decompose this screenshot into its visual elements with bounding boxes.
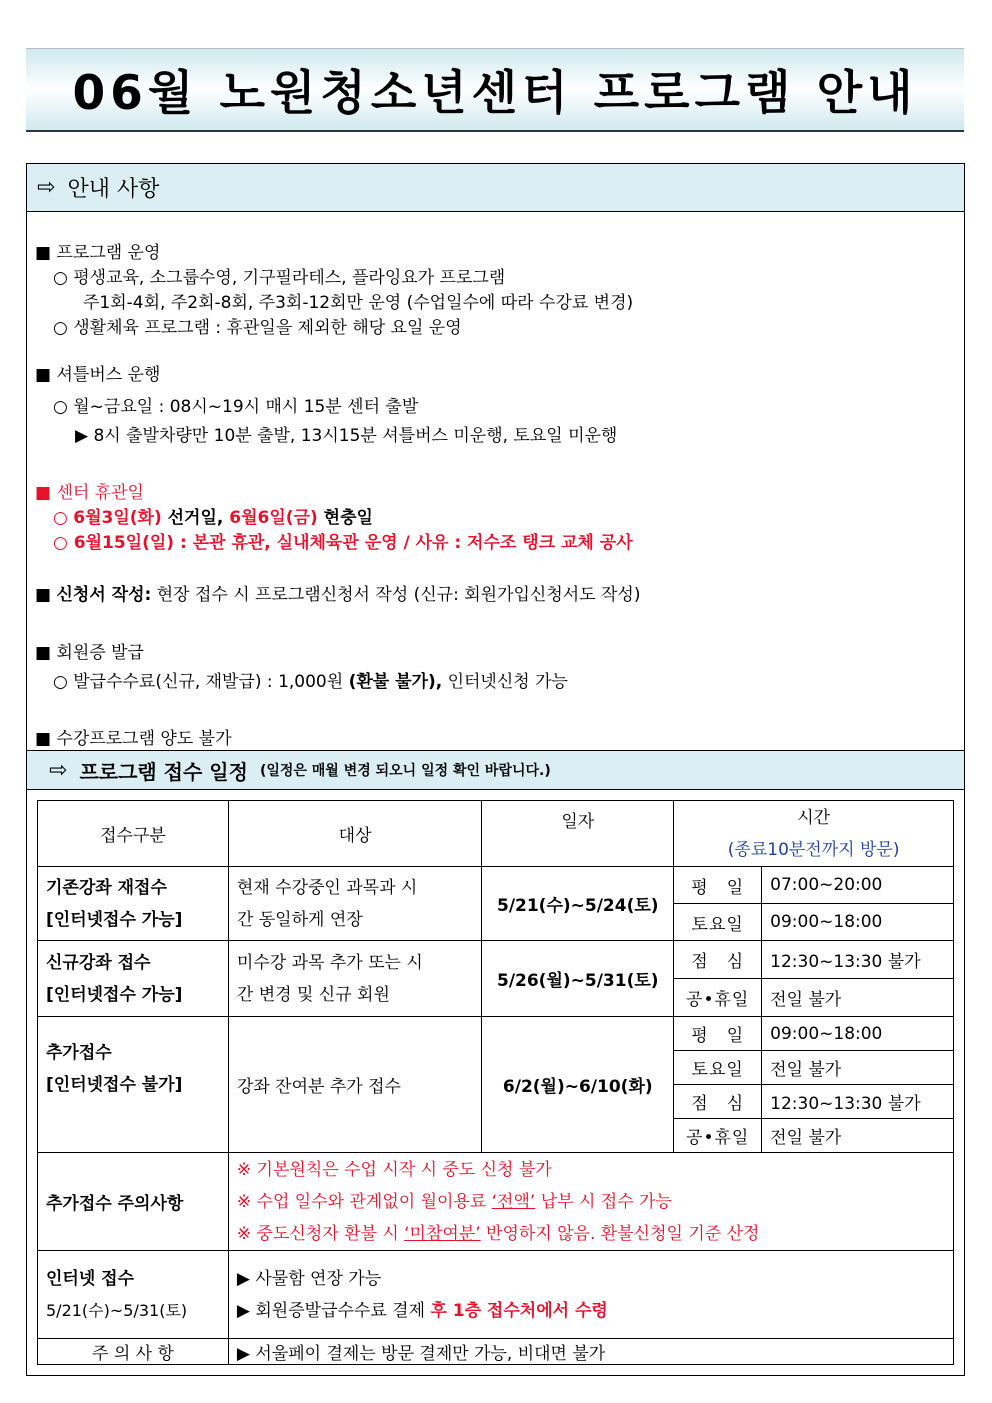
schedule-section-header bbox=[27, 750, 964, 790]
time-key: 공•휴일 bbox=[674, 1119, 762, 1153]
program-item: ○ 평생교육, 소그룹수영, 기구필라테스, 플라잉요가 프로그램 bbox=[53, 268, 506, 288]
table-row bbox=[38, 1017, 954, 1051]
time-value: 07:00~20:00 bbox=[762, 867, 954, 904]
row-category: 신규강좌 접수 [인터넷접수 가능] bbox=[38, 941, 229, 1017]
shuttle-item: ▶ 8시 출발차량만 10분 출발, 13시15분 셔틀버스 미운행, 토요일 미운행 bbox=[75, 426, 618, 446]
program-item: 주1회-4회, 주2회-8회, 주3회-12회만 운영 (수업일수에 따라 수강료 변경) bbox=[83, 293, 634, 313]
membership-item: ○ 발급수수료(신규, 재발급) : 1,000원 (환불 불가), 인터넷신청 가능 bbox=[53, 672, 568, 692]
closed-item: ○ 6월15일(일) : 본관 휴관, 실내체육관 운영 / 사유 : 저수조 탱크 교체 공사 bbox=[53, 533, 633, 553]
time-value: 12:30~13:30 불가 bbox=[762, 1085, 954, 1119]
time-key: 평 일 bbox=[674, 867, 762, 904]
time-key: 공•휴일 bbox=[674, 979, 762, 1017]
row-category: 기존강좌 재접수 [인터넷접수 가능] bbox=[38, 867, 229, 941]
row-date: 5/26(월)~5/31(토) bbox=[482, 941, 674, 1017]
note-text: ▶ 서울페이 결제는 방문 결제만 가능, 비대면 불가 bbox=[228, 1339, 953, 1365]
row-target: 강좌 잔여분 추가 접수 bbox=[228, 1017, 481, 1153]
internet-label: 인터넷 접수 5/21(수)~5/31(토) bbox=[38, 1251, 229, 1339]
right-arrow-icon: ⇨ bbox=[49, 757, 68, 783]
right-arrow-icon: ⇨ bbox=[37, 175, 56, 200]
program-heading: ■ 프로그램 운영 bbox=[35, 243, 161, 263]
time-key: 점 심 bbox=[674, 941, 762, 979]
time-value: 12:30~13:30 불가 bbox=[762, 941, 954, 979]
caution-text: ※ 기본원칙은 수업 시작 시 중도 신청 불가 ※ 수업 일수와 관계없이 월이용료 ‘전액’ 납부 시 접수 가능 ※ 중도신청자 환불 시 ‘미참여분’ 반영하지 않음. 환불신청일 기준 산정 bbox=[228, 1153, 953, 1251]
header-category: 접수구분 bbox=[38, 801, 229, 867]
schedule-table bbox=[37, 800, 954, 1365]
caution-label: 추가접수 주의사항 bbox=[38, 1153, 229, 1251]
time-key: 토요일 bbox=[674, 904, 762, 941]
header-time: 시간 (종료10분전까지 방문) bbox=[674, 801, 954, 867]
application-line: ■ 신청서 작성: 현장 접수 시 프로그램신청서 작성 (신규: 회원가입신청서도 작성) bbox=[35, 585, 641, 605]
time-key: 점 심 bbox=[674, 1085, 762, 1119]
square-bullet-icon: ■ bbox=[35, 729, 52, 749]
time-value: 전일 불가 bbox=[762, 1051, 954, 1085]
shuttle-heading: ■ 셔틀버스 운행 bbox=[35, 365, 161, 385]
schedule-subheading: (일정은 매월 변경 되오니 일정 확인 바랍니다.) bbox=[259, 763, 551, 779]
schedule-heading: 프로그램 접수 일정 bbox=[79, 759, 248, 784]
time-value: 09:00~18:00 bbox=[762, 1017, 954, 1051]
shuttle-item: ○ 월~금요일 : 08시~19시 매시 15분 센터 출발 bbox=[53, 397, 419, 417]
table-row bbox=[38, 941, 954, 979]
time-value: 09:00~18:00 bbox=[762, 904, 954, 941]
caution-row bbox=[38, 1153, 954, 1251]
square-bullet-icon: ■ bbox=[35, 643, 52, 663]
row-target: 현재 수강중인 과목과 시 간 동일하게 연장 bbox=[228, 867, 481, 941]
page-title: 06월 노원청소년센터 프로그램 안내 bbox=[72, 66, 918, 121]
header-target: 대상 bbox=[228, 801, 481, 867]
internet-text: ▶ 사물함 연장 가능 ▶ 회원증발급수수료 결제 후 1층 접수처에서 수령 bbox=[228, 1251, 953, 1339]
square-bullet-icon: ■ bbox=[35, 365, 52, 385]
note-label: 주 의 사 항 bbox=[38, 1339, 229, 1365]
time-key: 평 일 bbox=[674, 1017, 762, 1051]
square-bullet-icon: ■ bbox=[35, 243, 52, 263]
membership-heading: ■ 회원증 발급 bbox=[35, 643, 144, 663]
square-bullet-icon: ■ bbox=[35, 483, 52, 503]
table-header-row bbox=[38, 801, 954, 867]
row-target: 미수강 과목 추가 또는 시 간 변경 및 신규 회원 bbox=[228, 941, 481, 1017]
note-row bbox=[38, 1339, 954, 1365]
table-row bbox=[38, 867, 954, 904]
content-frame bbox=[26, 163, 965, 1376]
time-value: 전일 불가 bbox=[762, 979, 954, 1017]
title-banner bbox=[26, 48, 964, 132]
row-date: 5/21(수)~5/24(토) bbox=[482, 867, 674, 941]
notice-heading: 안내 사항 bbox=[67, 177, 160, 202]
closed-item: ○ 6월3일(화) 선거일, 6월6일(금) 현충일 bbox=[53, 508, 373, 528]
notice-section-header bbox=[27, 164, 964, 212]
time-key: 토요일 bbox=[674, 1051, 762, 1085]
internet-row bbox=[38, 1251, 954, 1339]
time-value: 전일 불가 bbox=[762, 1119, 954, 1153]
row-category: 추가접수 [인터넷접수 불가] bbox=[38, 1017, 229, 1153]
transfer-heading: ■ 수강프로그램 양도 불가 bbox=[35, 729, 232, 749]
program-item: ○ 생활체육 프로그램 : 휴관일을 제외한 해당 요일 운영 bbox=[53, 318, 462, 338]
row-date: 6/2(월)~6/10(화) bbox=[482, 1017, 674, 1153]
header-date: 일자 bbox=[482, 801, 674, 867]
closed-heading: ■ 센터 휴관일 bbox=[35, 483, 144, 503]
square-bullet-icon: ■ bbox=[35, 585, 52, 605]
